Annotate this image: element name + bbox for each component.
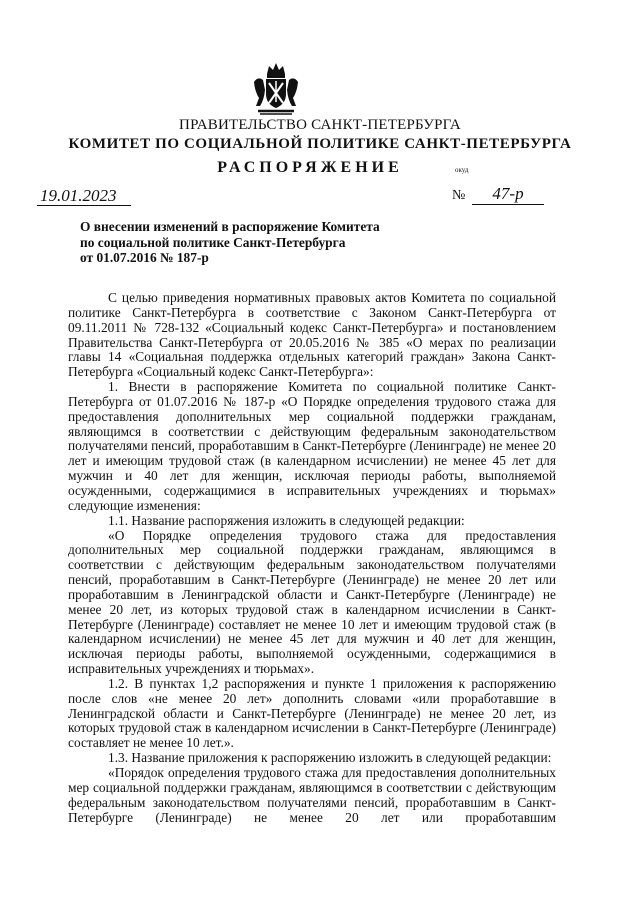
document-subject (80, 219, 410, 266)
body-paragraph: 1.2. В пунктах 1,2 распоряжения и пункте 1 приложения к распоряжению после слов «не менее 20 лет» дополнить словами «или проработавшие в Ленинградской области и Санкт-Петербурге (Ленинграде) не менее 20 лет, из которых трудовой стаж в календарном исчислении в Санкт-Петербурге (Ленинграде) составляет не менее 10 лет.». (68, 675, 556, 751)
committee-name: КОМИТЕТ ПО СОЦИАЛЬНОЙ ПОЛИТИКЕ САНКТ-ПЕТЕРБУРГА (68, 136, 572, 152)
okud-label: окуд (455, 166, 469, 174)
subject-line: по социальной политике Санкт-Петербурга (80, 234, 346, 250)
body-paragraph: «О Порядке определения трудового стажа для предоставления дополнительных мер социальной поддержки гражданам, являющимся в соответствии с действующим федеральным законодательством получателями пенсий, проработавшим в Санкт-Петербурге (Ленинграде) не менее 20 лет или проработавшим в Ленинградской области и Санкт-Петербурге (Ленинграде) не менее 20 лет, из которых трудовой стаж в календарном исчислении в Санкт-Петербурге (Ленинграде) составляет не менее 10 лет и имеющим трудовой стаж (в календарном исчислении) не менее 45 лет для мужчин и 40 лет для женщин, исключая периоды работы, выполняемой осужденными, содержащимися в исправительных учреждениях и тюрьмах». (68, 527, 556, 677)
document-date: 19.01.2023 (37, 187, 131, 206)
document-body (68, 291, 556, 825)
body-paragraph: 1.1. Название распоряжения изложить в следующей редакции: (108, 512, 465, 528)
document-type: РАСПОРЯЖЕНИЕ (217, 159, 403, 176)
body-paragraph: «Порядок определения трудового стажа для предоставления дополнительных мер социальной поддержки гражданам, являющимся в соответствии с действующим федеральным законодательством получателями пенсий, проработавшим в Санкт-Петербурге (Ленинграде) не менее 20 лет или проработавшим (68, 765, 556, 825)
body-paragraph: С целью приведения нормативных правовых актов Комитета по социальной политике Санкт-Петербурга в соответствие с Законом Санкт-Петербурга от 09.11.2011 № 728-132 «Социальный кодекс Санкт-Петербурга» и постановлением Правительства Санкт-Петербурга от 20.05.2016 № 385 «О мерах по реализации главы 14 «Социальная поддержка отдельных категорий граждан» Закона Санкт-Петербурга «Социальный кодекс Санкт-Петербурга»: (68, 290, 556, 380)
document-number: 47-р (472, 184, 544, 205)
number-label: № (452, 188, 466, 203)
subject-line: О внесении изменений в распоряжение Комитета (80, 219, 380, 234)
subject-line: от 01.07.2016 № 187-р (80, 250, 209, 265)
body-paragraph: 1.3. Название приложения к распоряжению изложить в следующей редакции: (108, 750, 552, 766)
coat-of-arms-icon (250, 60, 302, 116)
body-paragraph: 1. Внести в распоряжение Комитета по социальной политике Санкт-Петербурга от 01.07.2016 № 187-р «О Порядке определения трудового стажа для предоставления дополнительных мер социальной поддержки гражданам, являющимся в соответствии с действующим федеральным законодательством получателями пенсий, проработавшим в Санкт-Петербурге (Ленинграде) не менее 20 лет и имеющим трудовой стаж (в календарном исчислении) не менее 45 лет для мужчин и 40 лет для женщин, исключая периоды работы, выполняемой осужденными, содержащимися в исправительных учреждениях и тюрьмах» следующие изменения: (68, 379, 556, 513)
government-name: ПРАВИТЕЛЬСТВО САНКТ-ПЕТЕРБУРГА (179, 117, 461, 133)
